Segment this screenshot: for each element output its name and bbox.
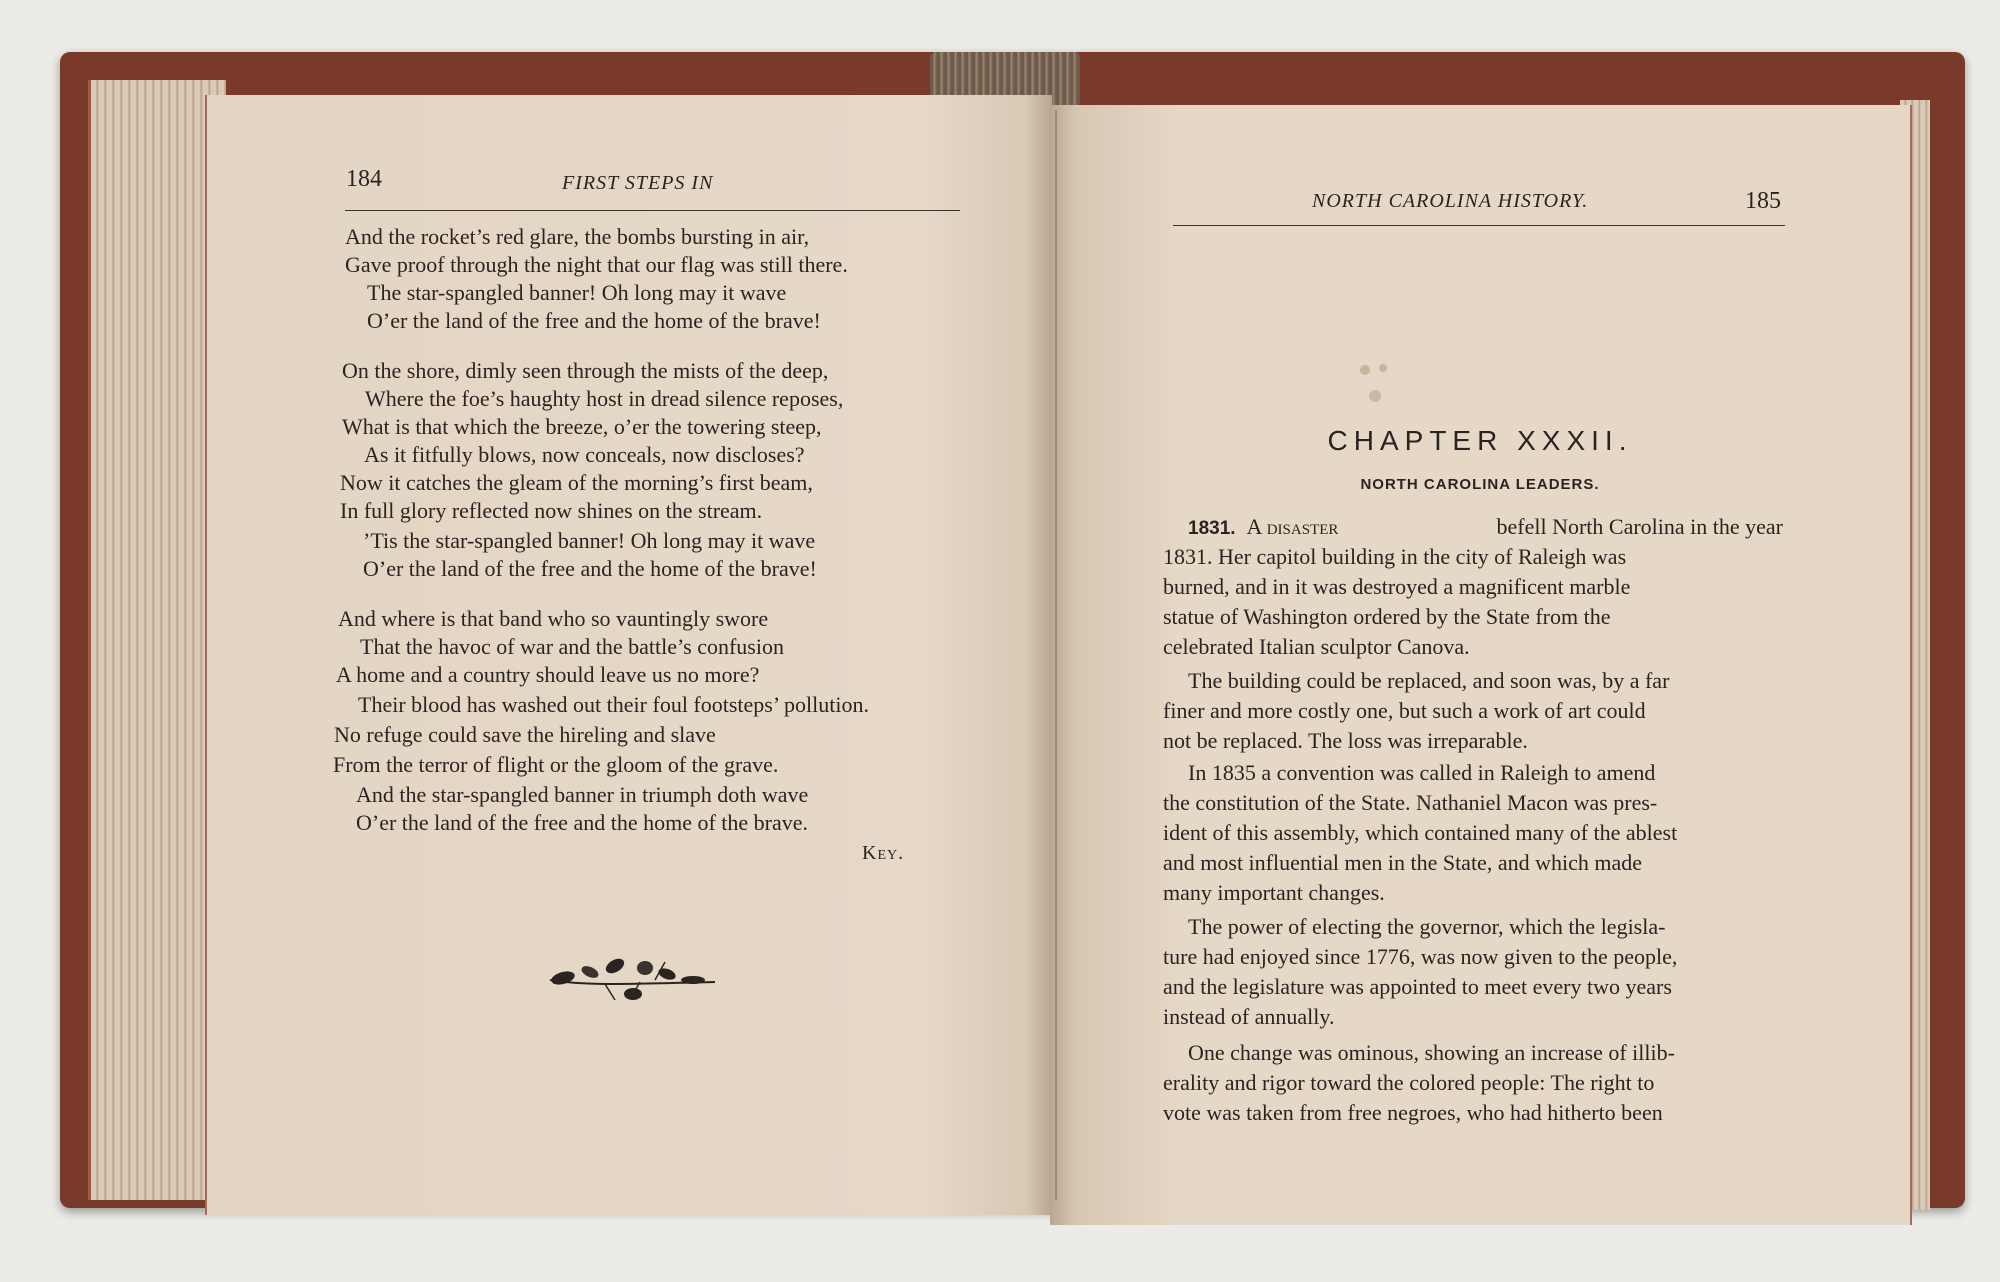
- poem-line: O’er the land of the free and the home of the brave!: [367, 308, 821, 333]
- poem-line: What is that which the breeze, o’er the towering steep,: [342, 414, 822, 439]
- prose-line: ture had enjoyed since 1776, was now given to the people,: [1163, 944, 1678, 969]
- prose-line: not be replaced. The loss was irreparable.: [1163, 728, 1528, 753]
- year-lead: 1831.: [1188, 518, 1236, 539]
- poem-line: Where the foe’s haughty host in dread silence reposes,: [365, 386, 844, 411]
- poem-line: A home and a country should leave us no more?: [336, 662, 760, 687]
- poem-line: In full glory reflected now shines on the stream.: [340, 498, 763, 523]
- poem-line: O’er the land of the free and the home of the brave.: [356, 810, 809, 835]
- prose-line: many important changes.: [1163, 880, 1385, 905]
- left-running-head: FIRST STEPS IN: [562, 172, 714, 194]
- prose-line: and most influential men in the State, and which made: [1163, 850, 1642, 875]
- prose-line: One change was ominous, showing an increase of illib-: [1188, 1040, 1675, 1065]
- prose-line: instead of annually.: [1163, 1004, 1335, 1029]
- prose-line: ident of this assembly, which contained many of the ablest: [1163, 820, 1678, 845]
- prose-line: burned, and in it was destroyed a magnificent marble: [1163, 574, 1631, 599]
- poem-line: From the terror of flight or the gloom of the grave.: [333, 752, 779, 777]
- paper-stain: [1355, 360, 1395, 410]
- poem-line: The star-spangled banner! Oh long may it wave: [367, 280, 787, 305]
- prose-line: vote was taken from free negroes, who had hitherto been: [1163, 1100, 1663, 1125]
- poem-line: O’er the land of the free and the home of the brave!: [363, 556, 817, 581]
- poem-line: And the star-spangled banner in triumph doth wave: [356, 782, 809, 807]
- chapter-title: CHAPTER XXXII.: [1327, 425, 1633, 456]
- poem-line: ’Tis the star-spangled banner! Oh long may it wave: [363, 528, 816, 553]
- prose-line: statue of Washington ordered by the State from the: [1163, 604, 1611, 629]
- book-gutter: [1055, 110, 1057, 1200]
- prose-line: erality and rigor toward the colored people: The right to: [1163, 1070, 1655, 1095]
- poem-line: Their blood has washed out their foul footsteps’ pollution.: [358, 692, 870, 717]
- floral-ornament-icon: [545, 950, 720, 1010]
- poem-line: No refuge could save the hireling and slave: [334, 722, 716, 747]
- chapter-subtitle: NORTH CAROLINA LEADERS.: [1360, 476, 1600, 493]
- prose-line: In 1835 a convention was called in Raleigh to amend: [1188, 760, 1656, 785]
- poem-line: Now it catches the gleam of the morning’s first beam,: [340, 470, 813, 495]
- right-page-number: 185: [1745, 188, 1781, 214]
- prose-line: The power of electing the governor, which the legisla-: [1188, 914, 1666, 939]
- poem-line: Gave proof through the night that our flag was still there.: [345, 252, 848, 277]
- poem-line: And where is that band who so vauntingly swore: [338, 606, 769, 631]
- smallcaps-lead: A disaster: [1246, 514, 1339, 539]
- prose-line: the constitution of the State. Nathaniel Macon was pres-: [1163, 790, 1658, 815]
- prose-line: 1831. Her capitol building in the city of Raleigh was: [1163, 544, 1627, 569]
- left-header-rule: [345, 210, 960, 211]
- poem-attribution: Key.: [862, 842, 905, 864]
- prose-line: finer and more costly one, but such a work of art could: [1163, 698, 1646, 723]
- prose-line: and the legislature was appointed to meet every two years: [1163, 974, 1672, 999]
- prose-text: befell North Carolina in the year: [1496, 514, 1783, 539]
- prose-line: [1188, 514, 1783, 540]
- poem-line: And the rocket’s red glare, the bombs bursting in air,: [345, 224, 810, 249]
- poem-line: That the havoc of war and the battle’s confusion: [360, 634, 784, 659]
- left-page-number: 184: [346, 166, 382, 192]
- poem-line: As it fitfully blows, now conceals, now discloses?: [364, 442, 805, 467]
- right-header-rule: [1173, 225, 1785, 226]
- right-running-head: NORTH CAROLINA HISTORY.: [1312, 190, 1589, 212]
- prose-line: The building could be replaced, and soon was, by a far: [1188, 668, 1670, 693]
- prose-line: celebrated Italian sculptor Canova.: [1163, 634, 1470, 659]
- poem-line: On the shore, dimly seen through the mists of the deep,: [342, 358, 829, 383]
